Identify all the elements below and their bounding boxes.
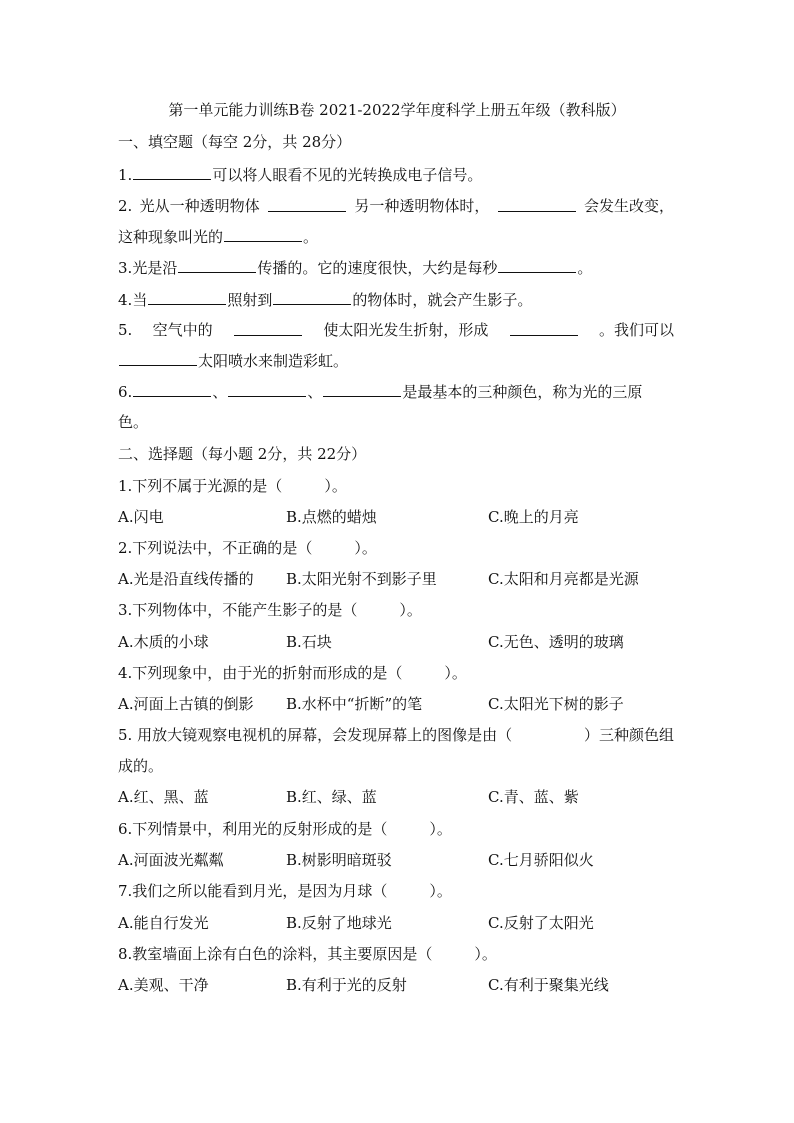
mc-options-8 bbox=[118, 975, 678, 995]
question-text: 使太阳光发生折射，形成 bbox=[323, 321, 489, 339]
answer-blank bbox=[268, 196, 346, 212]
question-text: 。 bbox=[577, 259, 593, 277]
answer-blank bbox=[119, 350, 197, 366]
section2-heading: 二、选择题（每小题 2分，共 22分） bbox=[118, 445, 367, 463]
mc-options-1 bbox=[118, 507, 678, 527]
fill-question-5-cont bbox=[118, 350, 348, 371]
option-b[interactable]: B.点燃的蜡烛 bbox=[286, 508, 377, 526]
option-c[interactable]: C.有利于聚集光线 bbox=[488, 976, 609, 994]
option-a[interactable]: A.光是沿直线传播的 bbox=[118, 570, 254, 588]
mc-options-4 bbox=[118, 694, 678, 714]
answer-blank bbox=[178, 257, 256, 273]
answer-blank bbox=[234, 320, 302, 336]
answer-paren bbox=[527, 725, 569, 745]
answer-blank bbox=[498, 257, 576, 273]
option-c[interactable]: C.反射了太阳光 bbox=[488, 914, 594, 932]
option-c[interactable]: C.晚上的月亮 bbox=[488, 508, 579, 526]
fill-question-3 bbox=[118, 257, 592, 278]
question-text: 。 bbox=[303, 228, 319, 246]
question-stem: 4.下列现象中，由于光的折射而形成的是（ bbox=[118, 664, 403, 682]
mc-options-2 bbox=[118, 569, 678, 589]
answer-blank bbox=[510, 320, 578, 336]
mc-question-1 bbox=[118, 476, 347, 496]
answer-blank bbox=[133, 164, 211, 180]
answer-blank bbox=[323, 381, 401, 397]
question-number: 5. bbox=[118, 321, 133, 339]
question-text: 另一种透明物体时， bbox=[354, 197, 490, 215]
mc-options-5 bbox=[118, 787, 678, 807]
question-stem-end: ）。 bbox=[444, 664, 467, 682]
question-stem: 5. 用放大镜观察电视机的屏幕，会发现屏幕上的图像是由（ bbox=[118, 726, 513, 744]
option-a[interactable]: A.美观、干净 bbox=[118, 976, 209, 994]
answer-blank bbox=[133, 381, 211, 397]
question-text: 可以将人眼看不见的光转换成电子信号。 bbox=[212, 166, 483, 184]
fill-question-2-cont bbox=[118, 226, 318, 247]
question-stem-end: ）。 bbox=[474, 945, 497, 963]
question-text: 空气中的 bbox=[152, 321, 213, 339]
question-stem: 6.下列情景中，利用光的反射形成的是（ bbox=[118, 820, 388, 838]
question-text: 照射到 bbox=[227, 291, 273, 309]
question-text: 。我们可以 bbox=[598, 321, 674, 339]
option-a[interactable]: A.木质的小球 bbox=[118, 633, 209, 651]
question-text: 光从一种透明物体 bbox=[139, 197, 260, 215]
question-stem-end: ）。 bbox=[429, 882, 452, 900]
answer-blank bbox=[148, 289, 226, 305]
question-stem: 2.下列说法中，不正确的是（ bbox=[118, 539, 313, 557]
question-stem-end: ）。 bbox=[324, 477, 347, 495]
mc-options-3 bbox=[118, 632, 678, 652]
question-text: 这种现象叫光的 bbox=[118, 228, 224, 246]
fill-question-1 bbox=[118, 164, 482, 185]
question-number: 4. bbox=[118, 291, 133, 309]
question-number: 2. bbox=[118, 197, 133, 215]
option-b[interactable]: B.石块 bbox=[286, 633, 332, 651]
page-title: 第一单元能力训练B卷 2021-2022学年度科学上册五年级（教科版） bbox=[168, 101, 626, 119]
fill-question-5 bbox=[118, 320, 674, 340]
question-stem: 3.下列物体中，不能产生影子的是（ bbox=[118, 601, 358, 619]
mc-question-4 bbox=[118, 663, 467, 683]
option-a[interactable]: A.河面上古镇的倒影 bbox=[118, 695, 254, 713]
option-b[interactable]: B.太阳光射不到影子里 bbox=[286, 570, 437, 588]
question-stem-end: ）三种颜色组 bbox=[583, 726, 674, 744]
option-b[interactable]: B.红、绿、蓝 bbox=[286, 788, 377, 806]
mc-question-5-cont: 成的。 bbox=[118, 757, 164, 775]
mc-question-8 bbox=[118, 944, 497, 964]
question-stem: 7.我们之所以能看到月光，是因为月球（ bbox=[118, 882, 388, 900]
question-stem-end: ）。 bbox=[429, 820, 452, 838]
option-c[interactable]: C.太阳和月亮都是光源 bbox=[488, 570, 639, 588]
fill-question-6 bbox=[118, 381, 642, 402]
option-c[interactable]: C.青、蓝、紫 bbox=[488, 788, 579, 806]
question-number: 1. bbox=[118, 166, 133, 184]
answer-blank bbox=[498, 196, 576, 212]
option-b[interactable]: B.反射了地球光 bbox=[286, 914, 392, 932]
mc-question-5 bbox=[118, 725, 674, 745]
question-text: 、 bbox=[307, 383, 323, 401]
option-c[interactable]: C.无色、透明的玻璃 bbox=[488, 633, 624, 651]
section1-heading: 一、填空题（每空 2分，共 28分） bbox=[118, 133, 352, 151]
question-text: 是最基本的三种颜色，称为光的三原 bbox=[402, 383, 643, 401]
fill-question-6-cont bbox=[118, 412, 148, 432]
mc-question-7 bbox=[118, 881, 452, 901]
answer-blank bbox=[273, 289, 351, 305]
question-number: 6. bbox=[118, 383, 133, 401]
option-a[interactable]: A.闪电 bbox=[118, 508, 164, 526]
question-stem-end: ）。 bbox=[399, 601, 422, 619]
option-a[interactable]: A.河面波光粼粼 bbox=[118, 851, 224, 869]
question-stem: 8.教室墙面上涂有白色的涂料，其主要原因是（ bbox=[118, 945, 433, 963]
question-text: 传播的。它的速度很快，大约是每秒 bbox=[257, 259, 498, 277]
question-text: 当 bbox=[132, 291, 148, 309]
mc-question-6 bbox=[118, 819, 452, 839]
mc-question-2 bbox=[118, 538, 377, 558]
question-text: 的物体时，就会产生影子。 bbox=[352, 291, 533, 309]
question-stem-end: ）。 bbox=[354, 539, 377, 557]
question-text: 太阳喷水来制造彩虹。 bbox=[198, 352, 349, 370]
question-text: 色。 bbox=[118, 413, 149, 431]
answer-blank bbox=[228, 381, 306, 397]
option-a[interactable]: A.能自行发光 bbox=[118, 914, 209, 932]
question-number: 3. bbox=[118, 259, 133, 277]
mc-options-6 bbox=[118, 850, 678, 870]
fill-question-2 bbox=[118, 196, 674, 216]
fill-question-4 bbox=[118, 289, 532, 310]
option-c[interactable]: C.太阳光下树的影子 bbox=[488, 695, 624, 713]
question-text: 、 bbox=[212, 383, 228, 401]
option-b[interactable]: B.有利于光的反射 bbox=[286, 976, 407, 994]
question-stem: 1.下列不属于光源的是（ bbox=[118, 477, 283, 495]
question-text: 光是沿 bbox=[132, 259, 178, 277]
option-a[interactable]: A.红、黑、蓝 bbox=[118, 788, 209, 806]
mc-question-3 bbox=[118, 600, 422, 620]
option-c[interactable]: C.七月骄阳似火 bbox=[488, 851, 594, 869]
answer-blank bbox=[224, 226, 302, 242]
option-b[interactable]: B.水杯中“折断”的笔 bbox=[286, 695, 423, 713]
question-text: 会发生改变， bbox=[583, 197, 674, 215]
option-b[interactable]: B.树影明暗斑驳 bbox=[286, 851, 392, 869]
mc-options-7 bbox=[118, 913, 678, 933]
